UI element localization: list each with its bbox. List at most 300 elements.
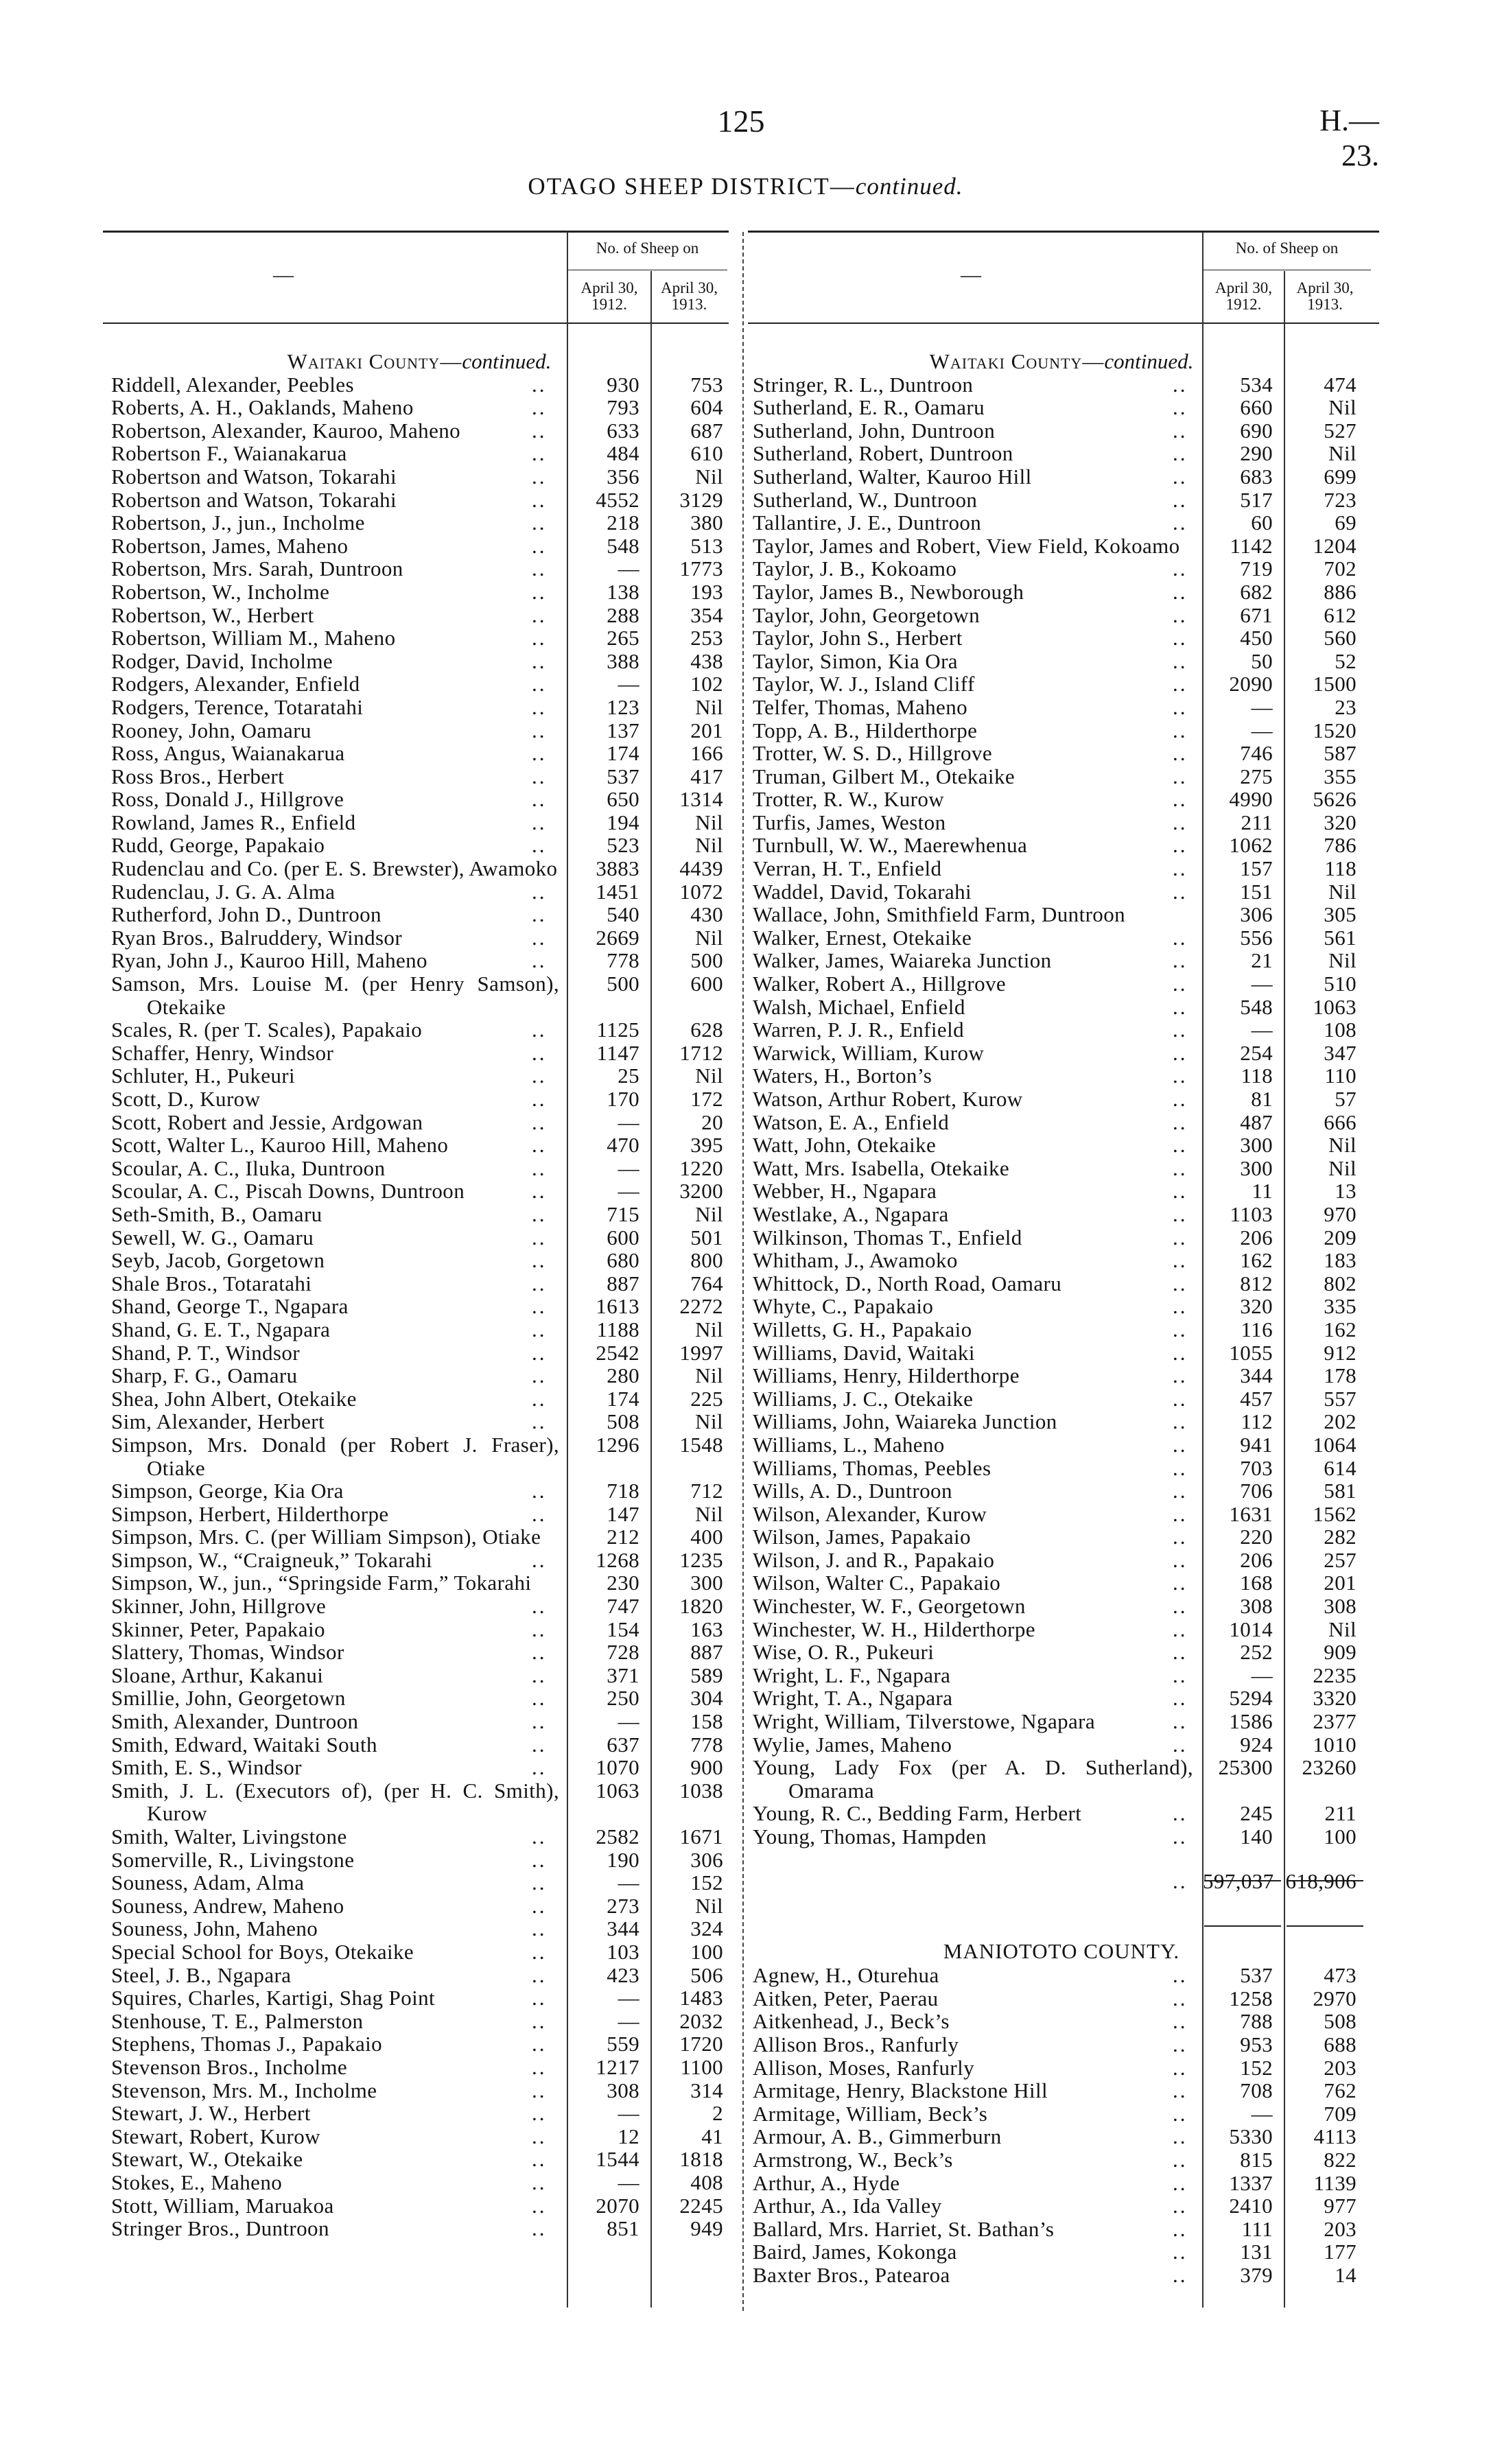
- table-row: [753, 880, 1370, 904]
- owner-name: Wylie, James, Maheno: [753, 1732, 952, 1757]
- sheep-1912: 300: [1240, 1133, 1273, 1158]
- table-row: [753, 1203, 1370, 1226]
- table-row: [111, 511, 727, 535]
- owner-name: Robertson, W., Herbert: [111, 602, 314, 627]
- owner-name: Wilkinson, Thomas T., Enfield: [753, 1225, 1022, 1249]
- owner-name: Ryan Bros., Balruddery, Windsor: [111, 925, 403, 950]
- owner-name: Whyte, C., Papakaio: [753, 1294, 934, 1319]
- sheep-1912: 851: [607, 2216, 639, 2241]
- sheep-1912: 1451: [596, 879, 639, 904]
- table-row: [753, 1249, 1370, 1272]
- dot-leader: ..: [532, 1640, 547, 1665]
- owner-name: Shale Bros., Totaratahi: [111, 1271, 312, 1295]
- dot-leader: ..: [532, 602, 547, 627]
- sheep-1913: 589: [690, 1663, 723, 1687]
- sheep-1912: 1147: [596, 1040, 639, 1065]
- dot-leader: ..: [532, 395, 547, 420]
- dot-leader: ..: [532, 1179, 547, 1204]
- owner-name: Wright, L. F., Ngapara: [753, 1663, 951, 1687]
- owner-name: Sutherland, E. R., Oamaru: [753, 395, 985, 420]
- left-table-column: [111, 350, 727, 2240]
- dot-leader: ..: [1173, 1110, 1188, 1134]
- table-row: [111, 1825, 727, 1849]
- table-row: [111, 1641, 727, 1664]
- table-row: [753, 857, 1370, 880]
- owner-name: Scott, D., Kurow: [111, 1087, 261, 1111]
- table-row: [111, 2079, 727, 2102]
- sheep-1913: 314: [690, 2078, 723, 2102]
- owner-name: Wise, O. R., Pukeuri: [753, 1640, 935, 1665]
- county-heading: [111, 350, 727, 373]
- sheep-1913: 177: [1324, 2240, 1357, 2264]
- table-row: [753, 1134, 1370, 1157]
- table-row: [111, 535, 727, 558]
- owner-name: Taylor, John, Georgetown: [753, 602, 981, 627]
- sheep-1912: 60: [1251, 511, 1273, 535]
- dot-leader: ..: [532, 718, 547, 742]
- sheep-1913: 1520: [1313, 718, 1357, 742]
- table-row: [111, 465, 727, 489]
- table-row: [111, 1940, 727, 1964]
- page-title: [0, 173, 1491, 200]
- table-row: [753, 396, 1370, 419]
- owner-name: Simpson, Mrs. C. (per William Simpson), Otiake: [111, 1525, 541, 1549]
- dot-leader: ..: [1173, 672, 1188, 696]
- table-row: [753, 1318, 1370, 1341]
- sheep-1912: —: [618, 1179, 639, 1204]
- sheep-1912: 924: [1240, 1732, 1273, 1757]
- dot-leader: ..: [532, 902, 547, 927]
- owner-name: Rudd, George, Papakaio: [111, 833, 325, 858]
- sheep-1913: 501: [690, 1225, 723, 1249]
- sheep-1913: 709: [1324, 2101, 1357, 2126]
- owner-name: Willetts, G. H., Papakaio: [753, 1317, 972, 1341]
- owner-name: Telfer, Thomas, Maheno: [753, 694, 968, 719]
- table-row: [753, 1180, 1370, 1203]
- table-row: [111, 903, 727, 926]
- sheep-1912: 660: [1240, 395, 1273, 420]
- dot-leader: ..: [1173, 2032, 1188, 2056]
- table-row: [111, 1710, 727, 1733]
- sheep-1913: 100: [690, 1939, 723, 1964]
- table-row: [111, 1779, 727, 1825]
- sheep-1913: 1072: [679, 879, 723, 904]
- table-row: [111, 580, 727, 604]
- sheep-1912: 2410: [1229, 2194, 1273, 2218]
- dot-leader: ..: [1173, 718, 1188, 742]
- dot-leader: ..: [532, 1294, 547, 1319]
- sheep-1912: —: [618, 1986, 639, 2010]
- owner-name: Sloane, Arthur, Kakanui: [111, 1663, 324, 1687]
- dot-leader: ..: [1173, 972, 1188, 996]
- table-row: [111, 2010, 727, 2033]
- owner-name: Seth-Smith, B., Oamaru: [111, 1201, 322, 1226]
- sheep-1912: 1070: [596, 1755, 639, 1780]
- sheep-1913: 305: [1324, 902, 1357, 927]
- table-row: [111, 765, 727, 788]
- dot-leader: ..: [532, 487, 547, 512]
- dot-leader: ..: [1173, 2124, 1188, 2149]
- sheep-1913: 802: [1324, 1271, 1357, 1295]
- dot-leader: ..: [1173, 1271, 1188, 1295]
- owner-name: Warren, P. J. R., Enfield: [753, 1018, 964, 1042]
- sheep-1912: 500: [607, 972, 639, 996]
- sheep-1913: 753: [690, 372, 723, 397]
- sheep-1912: 194: [607, 810, 639, 834]
- sheep-1912: 306: [1240, 902, 1273, 927]
- table-row: [753, 2102, 1370, 2126]
- sheep-1912: 1125: [596, 1018, 639, 1042]
- page-number: 125: [717, 104, 765, 139]
- sheep-1912: 280: [607, 1363, 639, 1388]
- sheep-1913: 500: [690, 948, 723, 973]
- table-row: [111, 857, 727, 880]
- table-row: [111, 2056, 727, 2079]
- table-row: [111, 650, 727, 673]
- table-row: [753, 1525, 1370, 1549]
- owner-name: Rodgers, Terence, Totaratahi: [111, 694, 364, 719]
- sheep-1912: 118: [1241, 1064, 1273, 1088]
- owner-name: Webber, H., Ngapara: [753, 1179, 937, 1204]
- table-row: [111, 1018, 727, 1042]
- sheep-1912: 162: [1240, 1248, 1273, 1273]
- table-row: [111, 1964, 727, 1987]
- table-row: [753, 1272, 1370, 1295]
- owner-name: Wilson, J. and R., Papakaio: [753, 1547, 995, 1572]
- dot-leader: ..: [1173, 418, 1188, 443]
- owner-name: Scales, R. (per T. Scales), Papakaio: [111, 1018, 423, 1042]
- sheep-1913: 166: [690, 741, 723, 766]
- sheep-1913: 183: [1324, 1248, 1357, 1273]
- owner-name: Taylor, J. B., Kokoamo: [753, 556, 957, 581]
- sheep-1913: 158: [690, 1709, 723, 1734]
- table-row: [753, 1571, 1370, 1595]
- sheep-1912: 1142: [1230, 533, 1273, 558]
- sheep-1912: 523: [607, 833, 639, 858]
- owner-name: Young, R. C., Bedding Farm, Herbert: [753, 1801, 1082, 1826]
- sheep-1912: 11: [1252, 1179, 1273, 1204]
- owner-name: Williams, Henry, Hilderthorpe: [753, 1363, 1020, 1388]
- dot-leader: ..: [1173, 1640, 1188, 1665]
- col-1913-year: 1913.: [671, 296, 707, 313]
- sheep-1912: 719: [1240, 556, 1273, 581]
- table-row: [111, 1733, 727, 1757]
- table-row: [111, 1203, 727, 1226]
- table-row: [753, 1295, 1370, 1318]
- sheep-1912: 484: [607, 441, 639, 466]
- sheep-1913: 395: [690, 1133, 723, 1158]
- owner-name: Robertson, J., jun., Incholme: [111, 511, 365, 535]
- col-1912-year: 1912.: [1225, 296, 1262, 313]
- col-1912-header: [1203, 280, 1284, 313]
- dot-leader: ..: [1173, 2101, 1188, 2126]
- owner-name: Shea, John Albert, Otekaike: [111, 1386, 357, 1411]
- owner-name: Scott, Robert and Jessie, Ardgowan: [111, 1110, 423, 1134]
- table-row: [111, 2102, 727, 2125]
- owner-name: Wright, T. A., Ngapara: [753, 1686, 953, 1711]
- owner-list: [753, 1964, 1370, 2286]
- dot-leader: ..: [1173, 1201, 1188, 1226]
- sheep-1912: 637: [607, 1732, 639, 1757]
- owner-name: Smith, Walter, Livingstone: [111, 1824, 347, 1849]
- table-row: [111, 1042, 727, 1065]
- sheep-1912: 423: [607, 1962, 639, 1987]
- sheep-1913: 474: [1324, 372, 1357, 397]
- sheep-1913: 5626: [1313, 787, 1357, 812]
- table-row: [111, 1180, 727, 1203]
- sheep-1912: 683: [1240, 464, 1273, 489]
- sheep-1912: 273: [607, 1893, 639, 1918]
- sheep-1913: 1997: [679, 1340, 723, 1365]
- sheep-1912: 103: [607, 1939, 639, 1964]
- table-row: [111, 2148, 727, 2171]
- owner-name: Turnbull, W. W., Maerewhenua: [753, 833, 1028, 858]
- sheep-1913: 193: [690, 579, 723, 604]
- sheep-1913: 225: [690, 1386, 723, 1411]
- dot-leader: ..: [1173, 1455, 1188, 1480]
- owner-name: Special School for Boys, Otekaike: [111, 1939, 414, 1964]
- sheep-1912: 1586: [1229, 1709, 1273, 1734]
- sheep-1912: 112: [1241, 1409, 1273, 1434]
- dot-leader: ..: [532, 694, 547, 719]
- owner-name: Westlake, A., Ngapara: [753, 1201, 949, 1226]
- table-row: [111, 2217, 727, 2240]
- table-row: [753, 1018, 1370, 1042]
- sheep-1912: 812: [1240, 1271, 1273, 1295]
- dot-leader: ..: [1173, 856, 1188, 881]
- sheep-1913: Nil: [1328, 879, 1357, 904]
- sheep-1912: 1063: [596, 1778, 639, 1803]
- owner-name: Watson, Arthur Robert, Kurow: [753, 1087, 1023, 1111]
- table-row: [111, 1595, 727, 1618]
- table-row: [111, 1849, 727, 1872]
- dot-leader: ..: [532, 1824, 547, 1849]
- sheep-1912: —: [1251, 1663, 1273, 1687]
- sheep-1912: 2070: [596, 2193, 639, 2218]
- owner-name: Wright, William, Tilverstowe, Ngapara: [753, 1709, 1096, 1734]
- table-row: [753, 1595, 1370, 1618]
- dot-leader: ..: [1173, 1179, 1188, 1204]
- sheep-1913: 2235: [1313, 1663, 1357, 1687]
- dot-leader: ..: [1173, 579, 1188, 604]
- owner-name: Armstrong, W., Beck’s: [753, 2147, 953, 2172]
- sheep-1913: 152: [690, 1870, 723, 1895]
- table-row: [111, 811, 727, 834]
- dot-leader: ..: [1173, 1225, 1188, 1249]
- sheep-1912: 212: [607, 1525, 639, 1549]
- owner-name: Taylor, Simon, Kia Ora: [753, 648, 958, 673]
- dot-leader: ..: [1173, 1479, 1188, 1503]
- dot-leader: ..: [532, 441, 547, 466]
- sheep-1913: 628: [690, 1018, 723, 1042]
- owner-name: Walsh, Michael, Enfield: [753, 994, 965, 1019]
- county-heading: [753, 350, 1370, 373]
- dot-leader: ..: [532, 1501, 547, 1526]
- county-heading-suffix: continued.: [1104, 349, 1194, 373]
- document-reference: H.—23.: [1319, 104, 1379, 172]
- sheep-1913: 949: [690, 2216, 723, 2241]
- col-1913-year: 1913.: [1307, 296, 1343, 313]
- sheep-1912: 556: [1240, 925, 1273, 950]
- owner-name: Young, Thomas, Hampden: [753, 1824, 987, 1849]
- sheep-1913: 209: [1324, 1225, 1357, 1249]
- sheep-1913: 52: [1335, 648, 1357, 673]
- right-table-column: [753, 350, 1370, 2287]
- table-row: [753, 1410, 1370, 1433]
- sheep-1912: 344: [607, 1916, 639, 1941]
- sheep-1912: 5294: [1229, 1686, 1273, 1711]
- owner-name: Williams, David, Waitaki: [753, 1340, 975, 1365]
- sheep-1913: 203: [1324, 2216, 1357, 2241]
- sheep-1913: Nil: [695, 1363, 723, 1388]
- dot-leader: ..: [532, 1317, 547, 1341]
- sheep-1912: 680: [607, 1248, 639, 1273]
- sheep-1913: 900: [690, 1755, 723, 1780]
- sheep-1913: 110: [1324, 1064, 1357, 1088]
- sheep-1913: 1820: [679, 1594, 723, 1619]
- sheep-1913: 560: [1324, 626, 1357, 650]
- sheep-1913: 1500: [1313, 672, 1357, 696]
- sheep-1912: 718: [607, 1479, 639, 1503]
- owner-name: Allison, Moses, Ranfurly: [753, 2055, 975, 2080]
- dot-leader: ..: [532, 2101, 547, 2126]
- dot-leader: ..: [532, 1225, 547, 1249]
- owner-name: Simpson, Mrs. Donald (per Robert J. Fraser), Otiake: [111, 1432, 559, 1480]
- sheep-1913: 306: [690, 1847, 723, 1872]
- dot-leader: ..: [1173, 1363, 1188, 1388]
- dot-leader: ..: [1173, 994, 1188, 1019]
- sheep-1913: 762: [1324, 2078, 1357, 2103]
- sheep-1912: 230: [607, 1571, 639, 1595]
- dot-leader: ..: [532, 2054, 547, 2079]
- sheep-1913: 41: [701, 2124, 723, 2148]
- dot-leader: ..: [532, 648, 547, 673]
- sheep-1912: 290: [1240, 441, 1273, 466]
- owner-name: Shand, George T., Ngapara: [111, 1294, 349, 1319]
- table-row: [753, 1825, 1370, 1849]
- sheep-1912: 371: [607, 1663, 639, 1687]
- dot-leader: ..: [1173, 741, 1188, 766]
- table-top-rule-right: [748, 231, 1379, 233]
- sheep-1912: 548: [1240, 994, 1273, 1019]
- table-row: [111, 1571, 727, 1595]
- owner-name: Sutherland, Robert, Duntroon: [753, 441, 1013, 466]
- sheep-1912: —: [1251, 972, 1273, 996]
- table-row: [111, 373, 727, 397]
- sheep-1913: 886: [1324, 579, 1357, 604]
- sheep-1913: 581: [1324, 1479, 1357, 1503]
- sheep-1912: 4552: [596, 487, 639, 512]
- sheep-1912: 1217: [596, 2054, 639, 2079]
- sheep-1912: 190: [607, 1847, 639, 1872]
- owner-name: Steel, J. B., Ngapara: [111, 1962, 292, 1987]
- owner-name: Stevenson Bros., Incholme: [111, 2054, 348, 2079]
- dot-leader: ..: [532, 1340, 547, 1365]
- col-1912-header: [567, 280, 651, 313]
- total-leader: ..: [1173, 1868, 1188, 1893]
- owner-name: Smith, J. L. (Executors of), (per H. C. Smith), Kurow: [111, 1778, 559, 1826]
- col-1913-header: [651, 280, 727, 313]
- dot-leader: ..: [1173, 1294, 1188, 1319]
- owner-name: Trotter, R. W., Kurow: [753, 787, 945, 812]
- sheep-1912: 320: [1240, 1294, 1273, 1319]
- dot-leader: ..: [1173, 1547, 1188, 1572]
- owner-name: Ross, Donald J., Hillgrove: [111, 787, 344, 812]
- sheep-1913: 2: [712, 2101, 723, 2126]
- dot-leader: ..: [532, 1087, 547, 1111]
- owner-name: Young, Lady Fox (per A. D. Sutherland), Omarama: [753, 1755, 1193, 1803]
- sheep-1912: —: [618, 1709, 639, 1734]
- owner-name: Tallantire, J. E., Duntroon: [753, 511, 982, 535]
- table-row: [111, 1341, 727, 1365]
- dot-leader: ..: [532, 1594, 547, 1619]
- dot-leader: ..: [532, 1363, 547, 1388]
- sheep-1913: 400: [690, 1525, 723, 1549]
- table-row: [111, 696, 727, 719]
- sheep-1912: —: [618, 1155, 639, 1180]
- dot-leader: ..: [1173, 487, 1188, 512]
- dot-leader: ..: [1173, 1986, 1188, 2010]
- sheep-1912: 308: [607, 2078, 639, 2102]
- dot-leader: ..: [532, 1040, 547, 1065]
- sheep-1913: 23: [1335, 694, 1357, 719]
- table-row: [111, 1618, 727, 1641]
- sheep-1913: 1818: [679, 2147, 723, 2172]
- sheep-1913: 203: [1324, 2055, 1357, 2080]
- sheep-1913: 1548: [679, 1432, 723, 1457]
- table-row: [753, 419, 1370, 443]
- owner-name: Stokes, E., Maheno: [111, 2170, 283, 2194]
- table-row: [753, 1479, 1370, 1503]
- dot-leader: ..: [532, 2147, 547, 2172]
- sheep-1912: —: [618, 672, 639, 696]
- owner-list: [753, 373, 1370, 1849]
- table-row: [753, 1641, 1370, 1664]
- owner-name: Sutherland, W., Duntroon: [753, 487, 978, 512]
- sheep-1912: 1544: [596, 2147, 639, 2172]
- sheep-1913: 702: [1324, 556, 1357, 581]
- dot-leader: ..: [532, 556, 547, 581]
- sheep-1912: 788: [1240, 2009, 1273, 2034]
- dot-leader: ..: [1173, 556, 1188, 581]
- table-row: [111, 1387, 727, 1411]
- owner-name: Topp, A. B., Hilderthorpe: [753, 718, 978, 742]
- dot-leader: ..: [1173, 810, 1188, 834]
- owner-name: Stringer Bros., Duntroon: [111, 2216, 329, 2241]
- table-row: [111, 1249, 727, 1272]
- dot-leader: ..: [1173, 1963, 1188, 1988]
- owner-name: Simpson, Herbert, Hilderthorpe: [111, 1501, 389, 1526]
- owner-name: Williams, John, Waiareka Junction: [753, 1409, 1057, 1434]
- dot-leader: ..: [1173, 1617, 1188, 1641]
- sheep-1912: 137: [607, 718, 639, 742]
- sheep-1912: 457: [1240, 1386, 1273, 1411]
- table-row: [111, 1917, 727, 1940]
- sheep-1913: 510: [1324, 972, 1357, 996]
- sheep-1912: 633: [607, 418, 639, 443]
- dot-leader: ..: [1173, 1317, 1188, 1341]
- sheep-1912: —: [618, 2170, 639, 2194]
- sheep-1912: 25300: [1218, 1755, 1273, 1780]
- owner-name: Smith, Alexander, Duntroon: [111, 1709, 359, 1734]
- sheep-1913: 822: [1324, 2147, 1357, 2172]
- sheep-1913: 473: [1324, 1963, 1357, 1988]
- table-row: [753, 1433, 1370, 1457]
- sheep-1913: 430: [690, 902, 723, 927]
- owner-name: Scoular, A. C., Iluka, Duntroon: [111, 1155, 386, 1180]
- table-row: [753, 511, 1370, 535]
- sheep-1913: 1314: [679, 787, 723, 812]
